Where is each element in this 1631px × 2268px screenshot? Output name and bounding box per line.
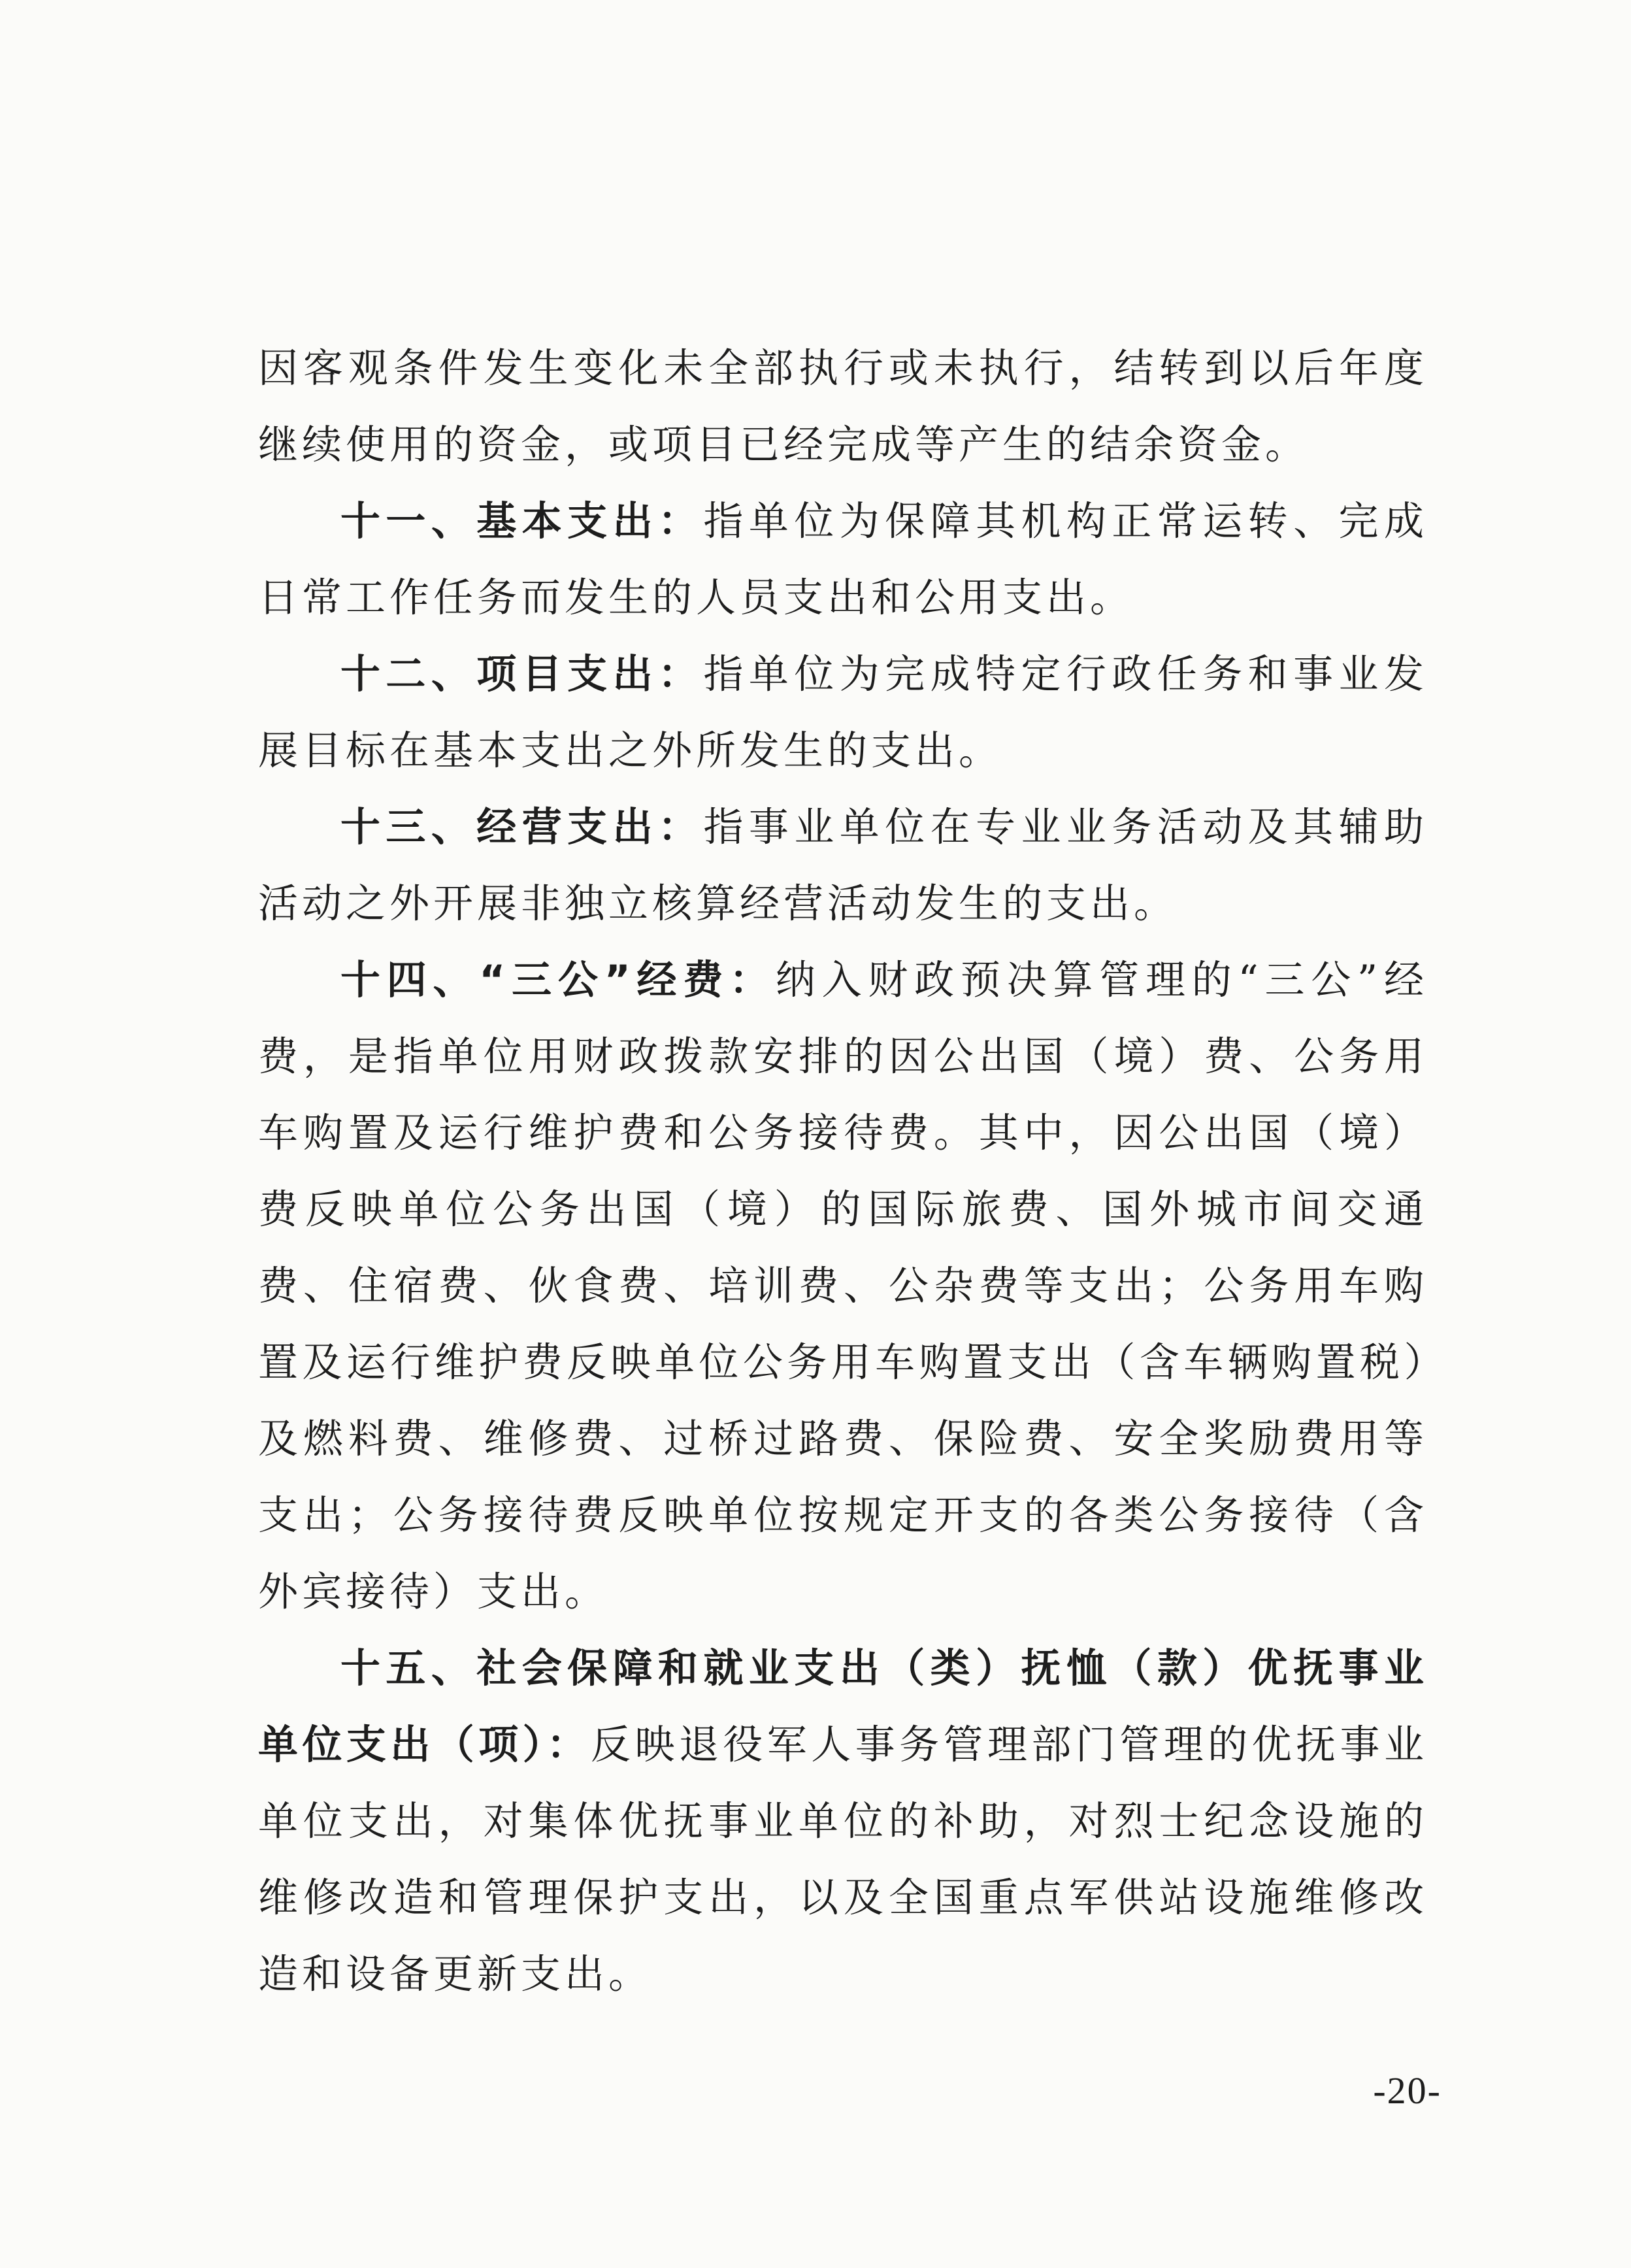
term-heading: 十五、社会保障和就业支出（类）抚恤（款）优抚事业单位支出（项）： xyxy=(258,1645,1428,1768)
paragraph-project-expenditure xyxy=(258,636,1428,789)
term-heading: 十一、基本支出： xyxy=(340,498,704,544)
term-heading: 十四、“三公”经费： xyxy=(340,957,776,1003)
paragraph-basic-expenditure xyxy=(258,483,1428,636)
paragraph-three-public-expenses xyxy=(258,942,1428,1630)
paragraph-continuation xyxy=(258,330,1428,483)
paragraph-operating-expenditure xyxy=(258,789,1428,942)
term-heading: 十二、项目支出： xyxy=(340,651,704,697)
body-text xyxy=(258,330,1428,2012)
paragraph-text: 因客观条件发生变化未全部执行或未执行，结转到以后年度继续使用的资金，或项目已经完成等产生的结余资金。 xyxy=(258,345,1428,468)
paragraph-text: 反映退役军人事务管理部门管理的优抚事业单位支出，对集体优抚事业单位的补助，对烈士纪念设施的维修改造和管理保护支出，以及全国重点军供站设施维修改造和设备更新支出。 xyxy=(258,1722,1428,1997)
paragraph-text: 指单位为保障其机构正常运转、完成日常工作任务而发生的人员支出和公用支出。 xyxy=(258,498,1428,621)
page-number: -20- xyxy=(1373,2069,1442,2112)
paragraph-text: 指单位为完成特定行政任务和事业发展目标在基本支出之外所发生的支出。 xyxy=(258,651,1428,774)
term-heading: 十三、经营支出： xyxy=(340,804,704,850)
paragraph-text: 指事业单位在专业业务活动及其辅助活动之外开展非独立核算经营活动发生的支出。 xyxy=(258,804,1428,927)
paragraph-text: 纳入财政预决算管理的“三公”经费，是指单位用财政拨款安排的因公出国（境）费、公务用车购置及运行维护费和公务接待费。其中，因公出国（境）费反映单位公务出国（境）的国际旅费、国外城市间交通费、住宿费、伙食费、培训费、公杂费等支出；公务用车购置及运行维护费反映单位公务用车购置支出（含车辆购置税）及燃料费、维修费、过桥过路费、保险费、安全奖励费用等支出；公务接待费反映单位按规定开支的各类公务接待（含外宾接待）支出。 xyxy=(258,957,1428,1615)
paragraph-social-security-expenditure xyxy=(258,1630,1428,2012)
